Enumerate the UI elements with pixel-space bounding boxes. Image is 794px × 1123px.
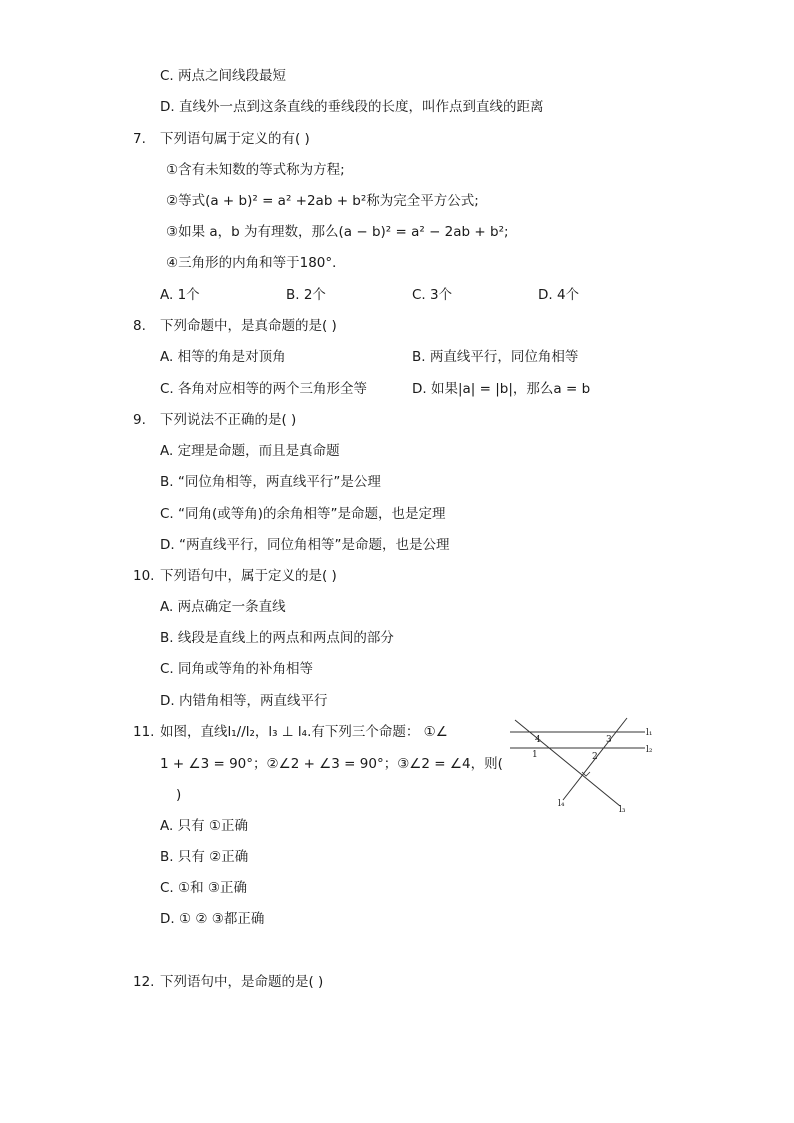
line-l3: [515, 720, 620, 806]
q8-option-b: B. 两直线平行，同位角相等: [412, 349, 579, 365]
q11-option-d: D. ① ② ③都正确: [160, 911, 265, 927]
q11-number: 11.: [133, 724, 155, 740]
angle-label-2: 2: [592, 752, 598, 762]
q8-option-d: D. 如果|a| = |b|，那么a = b: [412, 381, 591, 397]
q11-parallel-lines-figure: [505, 716, 655, 816]
q7-number: 7.: [133, 131, 146, 147]
q11-stem-line-1: 如图，直线l₁//l₂，l₃ ⊥ l₄.有下列三个命题： ①∠: [160, 724, 448, 740]
q7-option-d: D. 4个: [538, 287, 580, 303]
q8-option-c: C. 各角对应相等的两个三角形全等: [160, 381, 368, 397]
angle-label-1: 1: [532, 750, 538, 760]
q11-stem-line-3: ): [176, 787, 182, 803]
q7-option-c: C. 3个: [412, 287, 453, 303]
q7-statement-1: ①含有未知数的等式称为方程;: [166, 162, 345, 178]
label-l1: l₁: [646, 728, 653, 738]
q8-stem: 下列命题中，是真命题的是( ): [160, 318, 337, 334]
label-l2: l₂: [646, 745, 653, 755]
q10-number: 10.: [133, 568, 155, 584]
q11-option-c: C. ①和 ③正确: [160, 880, 248, 896]
q12-stem: 下列语句中，是命题的是( ): [160, 974, 324, 990]
q7-statement-2: ②等式(a + b)² = a² +2ab + b²称为完全平方公式;: [166, 193, 479, 209]
label-l4: l₄: [558, 799, 565, 809]
q11-option-b: B. 只有 ②正确: [160, 849, 249, 865]
q10-stem: 下列语句中，属于定义的是( ): [160, 568, 337, 584]
q11-stem-line-2: 1 + ∠3 = 90°；②∠2 + ∠3 = 90°；③∠2 = ∠4，则(: [160, 756, 503, 772]
angle-label-4: 4: [535, 735, 541, 745]
q12-number: 12.: [133, 974, 155, 990]
q6-option-d: D. 直线外一点到这条直线的垂线段的长度，叫作点到直线的距离: [160, 99, 544, 115]
angle-label-3: 3: [606, 735, 612, 745]
q8-number: 8.: [133, 318, 146, 334]
q9-option-c: C. “同角(或等角)的余角相等”是命题，也是定理: [160, 506, 446, 522]
q8-option-a: A. 相等的角是对顶角: [160, 349, 286, 365]
q7-statement-3: ③如果 a，b 为有理数，那么(a − b)² = a² − 2ab + b²;: [166, 224, 509, 240]
label-l3: l₃: [619, 805, 626, 815]
q7-stem: 下列语句属于定义的有( ): [160, 131, 310, 147]
q11-option-a: A. 只有 ①正确: [160, 818, 248, 834]
q9-option-d: D. “两直线平行，同位角相等”是命题，也是公理: [160, 537, 450, 553]
q6-option-c: C. 两点之间线段最短: [160, 68, 287, 84]
q7-statement-4: ④三角形的内角和等于180°．: [166, 255, 346, 271]
q9-option-b: B. “同位角相等，两直线平行”是公理: [160, 474, 381, 490]
q7-option-b: B. 2个: [286, 287, 326, 303]
q10-option-a: A. 两点确定一条直线: [160, 599, 286, 615]
q9-stem: 下列说法不正确的是( ): [160, 412, 297, 428]
q10-option-b: B. 线段是直线上的两点和两点间的部分: [160, 630, 394, 646]
q7-option-a: A. 1个: [160, 287, 200, 303]
q9-number: 9.: [133, 412, 146, 428]
q9-option-a: A. 定理是命题，而且是真命题: [160, 443, 340, 459]
q10-option-d: D. 内错角相等，两直线平行: [160, 693, 328, 709]
q10-option-c: C. 同角或等角的补角相等: [160, 661, 314, 677]
